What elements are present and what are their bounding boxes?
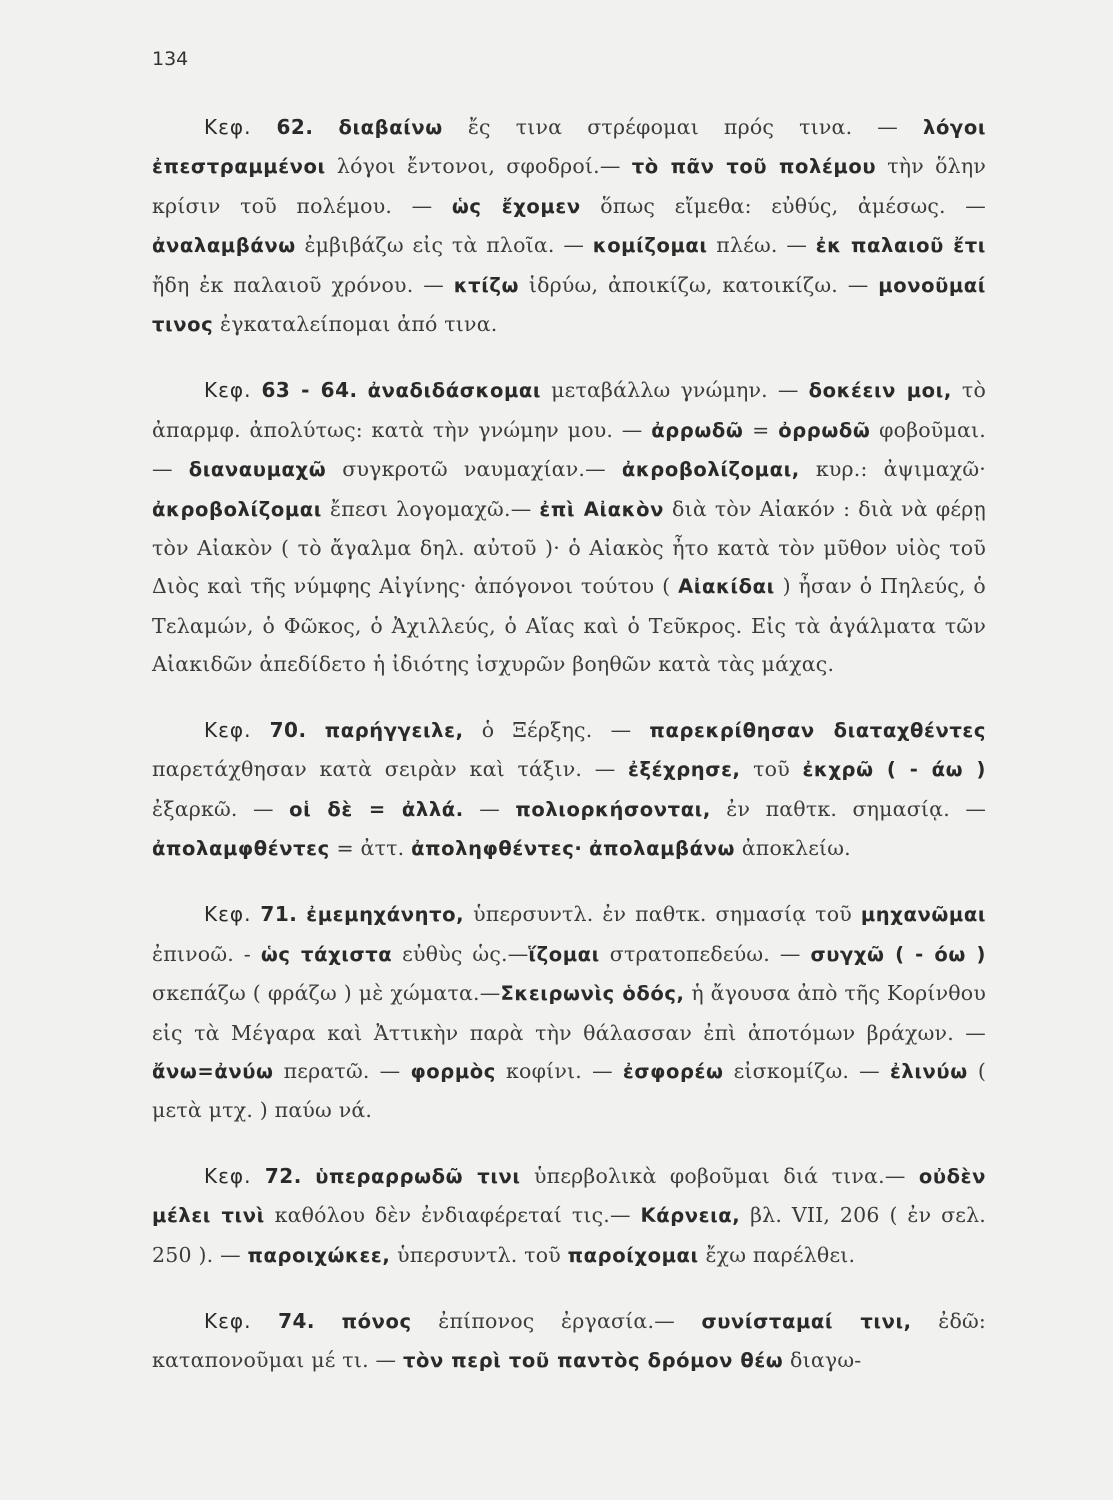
lemma-term: Σκειρωνὶς ὁδός, bbox=[500, 982, 685, 1006]
chapter-note-paragraph bbox=[152, 711, 986, 869]
chapter-number: 71. bbox=[260, 902, 298, 927]
gloss-text: ὅπως εἴμεθα: εὐθύς, ἀμέσως. — bbox=[580, 193, 986, 218]
lemma-term: ἀναλαμβάνω bbox=[152, 234, 296, 258]
lemma-term: ἀρρωδῶ bbox=[651, 418, 744, 442]
gloss-text: στρατοπεδεύω. — bbox=[599, 941, 811, 966]
gloss-text: = bbox=[743, 417, 779, 442]
gloss-text: ἔς τινα στρέφομαι πρός τινα. — bbox=[442, 115, 923, 139]
chapter-label: Κεφ. bbox=[204, 902, 252, 927]
gloss-text: λόγοι ἔντονοι, σφοδροί.— bbox=[325, 154, 632, 179]
gloss-text: διὰ τὸν Αἰακόν : διὰ νὰ φέρῃ τὸν Αἰακὸν ( τὸ ἄγαλμα δηλ. αὐτοῦ )· ὁ Αἰακὸς ἦτο κατὰ τὸν μῦθον υἱὸς τοῦ Διὸς καὶ τῆς νύμφης Αἰγίνης· ἀπόγονοι τούτου ( bbox=[152, 496, 986, 599]
lemma-term: συνίσταμαί τινι, bbox=[701, 1309, 912, 1333]
lemma-term: ἀναδιδάσκομαι bbox=[367, 379, 542, 403]
chapter-note-paragraph bbox=[152, 371, 986, 683]
lemma-term: πολιορκήσονται, bbox=[515, 797, 711, 821]
gloss-text: τοῦ bbox=[740, 757, 803, 782]
gloss-text: διαγω- bbox=[783, 1348, 862, 1373]
chapter-number: 72. bbox=[264, 1163, 302, 1188]
lemma-term: ἀκροβολίζομαι bbox=[152, 497, 322, 521]
lemma-term: ἐσφορέω bbox=[622, 1059, 724, 1083]
commentary-text bbox=[152, 108, 986, 1408]
lemma-term: ὑπεραρρωδῶ τινι bbox=[315, 1164, 521, 1188]
chapter-number: 63 - 64. bbox=[261, 378, 358, 403]
lemma-term: ἐξέχρησε, bbox=[628, 758, 741, 782]
gloss-text: σκεπάζω ( φράζω ) μὲ χώματα.— bbox=[152, 981, 501, 1006]
lemma-term: φορμὸς bbox=[410, 1059, 496, 1083]
lemma-term: ἀπολαμβάνω bbox=[589, 836, 736, 860]
chapter-label: Κεφ. bbox=[204, 115, 252, 139]
lemma-term: ἀκροβολίζομαι, bbox=[621, 458, 800, 482]
gloss-text: παρετάχθησαν κατὰ σειρὰν καὶ τάξιν. — bbox=[152, 757, 629, 782]
gloss-text: τὴν ὅλην κρίσιν τοῦ πολέμου. — bbox=[152, 154, 986, 218]
gloss-text: συγκροτῶ ναυμαχίαν.— bbox=[326, 457, 622, 482]
lemma-term: ἐπὶ Αἰακὸν bbox=[539, 497, 665, 521]
gloss-text: εἰσκομίζω. — bbox=[723, 1058, 890, 1083]
chapter-label: Κεφ. bbox=[204, 1308, 252, 1333]
gloss-text: ὑπερσυντλ. τοῦ bbox=[390, 1242, 568, 1267]
lemma-term: μηχανῶμαι bbox=[860, 903, 987, 927]
lemma-term: ὀρρωδῶ bbox=[778, 418, 871, 442]
lemma-term: παρεκρίθησαν διαταχθέντες bbox=[649, 718, 987, 742]
lemma-term: ἵζομαι bbox=[528, 942, 600, 966]
gloss-text: ἡ ἄγουσα ἀπὸ τῆς Κορίνθου εἰς τὰ Μέγαρα καὶ Ἀττικὴν παρὰ τὴν θάλασσαν ἐπὶ ἀποτόμων βράχων. — bbox=[152, 981, 987, 1045]
gloss-text: μεταβάλλω γνώμην. — bbox=[541, 378, 809, 403]
lemma-term: παροιχώκεε, bbox=[247, 1243, 391, 1267]
gloss-text: καθόλου δὲν ἐνδιαφέρεταί τις.— bbox=[264, 1203, 641, 1228]
gloss-text: = ἀττ. bbox=[329, 835, 412, 860]
gloss-text: ( μετὰ μτχ. ) παύω νά. bbox=[152, 1058, 987, 1123]
chapter-label: Κεφ. bbox=[204, 1163, 252, 1188]
chapter-note-paragraph bbox=[152, 895, 986, 1129]
gloss-text: περατῶ. — bbox=[273, 1058, 411, 1083]
lemma-term: ἐλινύω bbox=[889, 1059, 968, 1083]
chapter-number: 74. bbox=[278, 1308, 316, 1333]
gloss-text: ὑπερσυντλ. ἐν παθτκ. σημασίᾳ τοῦ bbox=[464, 902, 861, 927]
lemma-term: λόγοι ἐπεστραμμένοι bbox=[152, 116, 987, 179]
gloss-text: κυρ.: ἀψιμαχῶ· bbox=[799, 457, 987, 482]
gloss-text: ἐδῶ: καταπονοῦμαι μέ τι. — bbox=[152, 1308, 987, 1373]
gloss-text: ἔπεσι λογομαχῶ.— bbox=[321, 496, 540, 521]
gloss-text: τὸ ἀπαρμφ. ἀπολύτως: κατὰ τὴν γνώμην μου. — bbox=[152, 378, 986, 442]
lemma-term: οὐδὲν μέλει τινὶ bbox=[152, 1164, 987, 1228]
gloss-text: ἐπίπονος ἐργασία.— bbox=[411, 1308, 702, 1333]
gloss-text: ὑπερβολικὰ φοβοῦμαι διά τινα.— bbox=[520, 1163, 919, 1188]
lemma-term: μονοῦμαί τινος bbox=[152, 273, 986, 337]
gloss-text: ἐγκαταλείπομαι ἀπό τινα. bbox=[213, 312, 498, 337]
lemma-term: διαβαίνω bbox=[338, 116, 443, 139]
gloss-text: πλέω. — bbox=[707, 233, 816, 258]
chapter-label: Κεφ. bbox=[204, 378, 252, 403]
gloss-text: εὐθὺς ὡς.— bbox=[392, 941, 529, 966]
lemma-term: ἐμεμηχάνητο, bbox=[306, 903, 465, 927]
lemma-term: ἐκχρῶ ( - άω ) bbox=[802, 758, 986, 782]
lemma-term: ἐκ παλαιοῦ ἔτι bbox=[815, 234, 986, 258]
gloss-text: ) ἦσαν ὁ Πηλεύς, ὁ Τελαμών, ὁ Φῶκος, ὁ Ἀχιλλεύς, ὁ Αἴας καὶ ὁ Τεῦκρος. Εἰς τὰ ἀγάλματα τῶν Αἰακιδῶν ἀπεδίδετο ἡ ἰδιότης ἰσχυρῶν βοηθῶν κατὰ τὰς μάχας. bbox=[152, 574, 986, 677]
lemma-term: παρήγγειλε, bbox=[324, 718, 464, 742]
gloss-text: ἐπινοῶ. - bbox=[152, 941, 261, 966]
gloss-text: — bbox=[463, 796, 516, 821]
chapter-number: 62. bbox=[276, 115, 314, 139]
chapter-note-paragraph bbox=[152, 1157, 986, 1275]
gloss-text: ἐμβιβάζω εἰς τὰ πλοῖα. — bbox=[295, 233, 593, 258]
gloss-text: βλ. VII, 206 ( ἐν σελ. 250 ). — bbox=[152, 1203, 986, 1267]
chapter-number: 70. bbox=[269, 717, 307, 742]
gloss-text: κοφίνι. — bbox=[495, 1058, 623, 1083]
lemma-term: ἄνω=ἀνύω bbox=[152, 1059, 274, 1083]
lemma-term: ὡς ἔχομεν bbox=[451, 194, 581, 218]
lemma-term: τὸν περὶ τοῦ παντὸς δρόμον θέω bbox=[402, 1349, 784, 1373]
gloss-text: ἱδρύω, ἀποικίζω, κατοικίζω. — bbox=[519, 272, 879, 297]
lemma-term: ἀποληφθέντες· bbox=[411, 836, 583, 860]
gloss-text: ἐξαρκῶ. — bbox=[152, 796, 290, 821]
gloss-text: ἐν παθτκ. σημασίᾳ. — bbox=[710, 796, 987, 821]
chapter-label: Κεφ. bbox=[204, 717, 252, 742]
lemma-term: Κάρνεια, bbox=[640, 1204, 741, 1228]
gloss-text: ἀποκλείω. bbox=[735, 835, 851, 860]
gloss-text: φοβοῦμαι. — bbox=[152, 417, 986, 482]
lemma-term: δοκέειν μοι, bbox=[808, 379, 952, 403]
lemma-term: τὸ πᾶν τοῦ πολέμου bbox=[631, 155, 877, 179]
gloss-text: ἔχω παρέλθει. bbox=[698, 1242, 856, 1267]
lemma-term: συγχῶ ( - όω ) bbox=[810, 942, 986, 966]
lemma-term: διαναυμαχῶ bbox=[188, 458, 327, 482]
lemma-term: ὡς τάχιστα bbox=[260, 942, 393, 966]
lemma-term: ἀπολαμφθέντες bbox=[152, 836, 330, 860]
chapter-note-paragraph bbox=[152, 108, 986, 344]
gloss-text: ἤδη ἐκ παλαιοῦ χρόνου. — bbox=[152, 272, 454, 297]
gloss-text: ὁ Ξέρξης. — bbox=[463, 717, 650, 742]
page-number: 134 bbox=[152, 48, 189, 70]
lemma-term: κομίζομαι bbox=[592, 234, 708, 258]
lemma-term: κτίζω bbox=[453, 273, 520, 297]
lemma-term: παροίχομαι bbox=[567, 1243, 699, 1267]
lemma-term: Αἰακίδαι bbox=[678, 575, 775, 599]
chapter-note-paragraph bbox=[152, 1302, 986, 1381]
lemma-term: πόνος bbox=[341, 1309, 412, 1333]
lemma-term: οἱ δὲ = ἀλλά. bbox=[289, 797, 464, 821]
